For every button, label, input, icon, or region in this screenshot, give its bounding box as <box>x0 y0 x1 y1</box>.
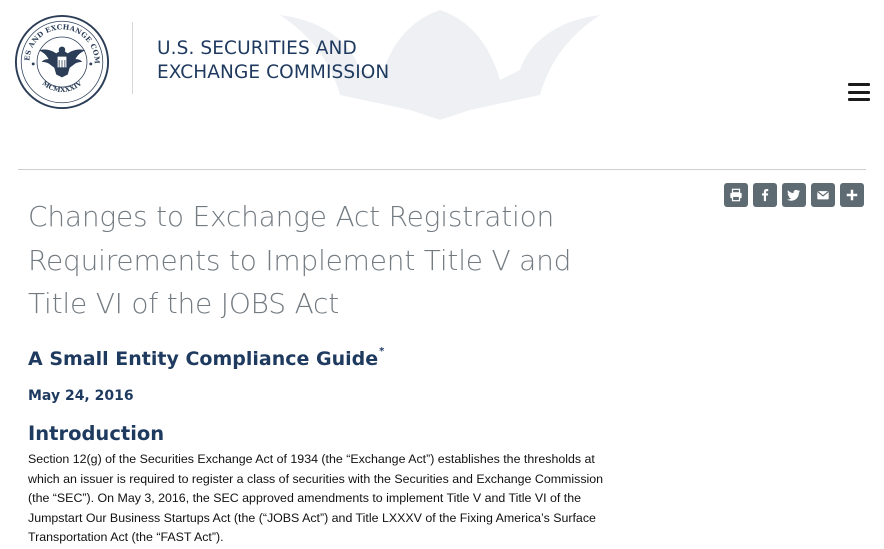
header-divider <box>132 22 133 94</box>
site-header <box>0 0 884 122</box>
facebook-share-button[interactable] <box>753 183 777 207</box>
more-share-button[interactable] <box>840 183 864 207</box>
print-button[interactable] <box>724 183 748 207</box>
hamburger-menu-icon[interactable] <box>848 83 870 103</box>
publication-date: May 24, 2016 <box>28 388 134 404</box>
footnote-marker-link[interactable]: * <box>379 346 385 357</box>
facebook-icon <box>758 188 772 202</box>
svg-text:SECURITIES AND EXCHANGE COMMIS: ES AND EXCHANGE COM <box>23 23 101 65</box>
paragraph-line: (the “SEC”). On May 3, 2016, the SEC approved amendments to implement Title V and Title VI of the <box>28 491 582 506</box>
brand-line-1: U.S. SECURITIES AND <box>157 38 357 59</box>
title-line-1: Changes to Exchange Act Registration <box>28 200 555 233</box>
plus-icon <box>845 188 859 202</box>
twitter-share-button[interactable] <box>782 183 806 207</box>
introduction-paragraph <box>28 450 658 548</box>
brand-line-2: EXCHANGE COMMISSION <box>157 62 390 83</box>
paragraph-line: which an issuer is required to register a class of securities with the Securities and Exchange Commission <box>28 471 604 486</box>
email-share-button[interactable] <box>811 183 835 207</box>
paragraph-line: Jumpstart Our Business Startups Act (the (“JOBS Act”) and Title LXXXV of the Fixing America’s Surface <box>28 510 596 525</box>
title-line-3: Title VI of the JOBS Act <box>28 287 340 320</box>
paragraph-line: Transportation Act (the “FAST Act”). <box>28 530 224 545</box>
title-line-2: Requirements to Implement Title V and <box>28 243 572 277</box>
email-icon <box>816 188 830 202</box>
page-subtitle <box>28 348 384 370</box>
subtitle-text: A Small Entity Compliance Guide <box>28 348 379 370</box>
share-toolbar <box>724 183 864 207</box>
page-title <box>28 195 648 326</box>
print-icon <box>729 188 743 202</box>
site-brand-title[interactable] <box>157 37 389 85</box>
header-divider-line <box>18 169 866 170</box>
section-heading-introduction: Introduction <box>28 422 165 445</box>
twitter-icon <box>787 188 801 202</box>
svg-text:MCMXXXIV: MCMXXXIV <box>40 79 84 95</box>
sec-seal-logo[interactable] <box>14 14 110 110</box>
paragraph-line: Section 12(g) of the Securities Exchange Act of 1934 (the “Exchange Act”) establishes the thresholds at <box>28 452 595 466</box>
